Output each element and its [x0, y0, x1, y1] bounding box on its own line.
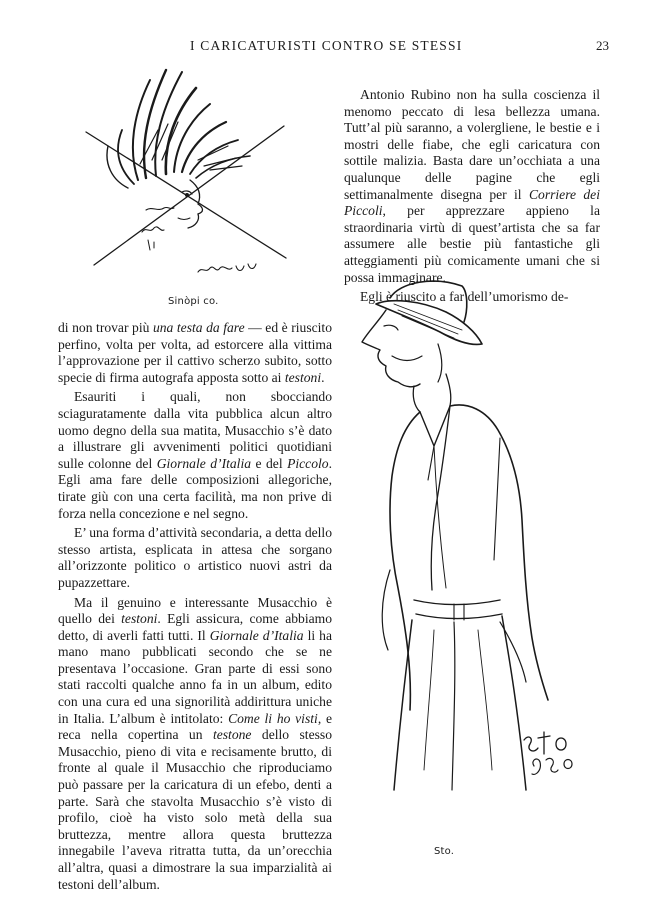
left-paragraph-1: di non trovar più una testa da fare — ed è riuscito perfino, volta per volta, ad estorcere alla vittima l’approvazione per il cattivo scherzo subito, sotto specie di firma autografa apposta sotto ai testoni. — [58, 320, 333, 385]
sinopico-caption: Sinòpi co. — [168, 296, 219, 307]
left-paragraph-3: E’ una forma d’attività secondaria, a detta dello stesso artista, esplicata in attesa che sorgano all’orizzonte politico o artistico nuovi astri da pupazzettare. — [58, 525, 332, 590]
left-paragraph-4: Ma il genuino e interessante Musacchio è quello dei testoni. Egli assicura, come abbiamo detto, di averli fatti tutti. Il Giornale d’Italia li ha mano mano pubblicati secondo che se ne presentava l’occasione. Gran parte di essi sono stati raccolti qualche anno fa in un album, edito con una cura ed una signorilità addirittura uniche in Italia. L’album è intitolato: Come li ho visti, e reca nella copertina un testone dello stesso Musacchio, pieno di vita e recisamente brutto, di fronte al quale il Musacchio che riproduciamo può passare per la caricatura di un efebo, denti a parte. Sarà che stavolta Musacchio s’è visto di profilo, cioè ha visto solo metà della sua bruttezza, mentre allora questa bruttezza innegabile l’aveva ritratta tutta, da un’orecchia all’altra, quasi a dimostrare la sua imparzialità ai testoni dell’album. — [58, 594, 332, 892]
right-paragraph-2: Egli è riuscito a far dell’umorismo de- — [360, 289, 569, 305]
left-column — [58, 320, 332, 896]
left-paragraph-2: Esauriti i quali, non sbocciando sciaguratamente dalla vita pubblica alcun altro uomo degno della sua matita, Musacchio s’è dato a illustrare gli avvenimenti politici quotidiani sulle colonne del Giornale d’Italia e del Piccolo. Egli ama fare delle composizioni allegoriche, tirate giù con una certa facilità, ma non prive di forza nella concezione e nel segno. — [58, 389, 332, 521]
right-paragraph-1: Antonio Rubino non ha sulla coscienza il menomo peccato di lesa bellezza umana. Tutt’al più saranno, a volergliene, le bestie e i mostri delle fiabe, che egli caricatura con sottile malizia. Basta dare un’occhiata a una qualunque delle pagine che egli settimanalmente disegna per il Corriere dei Piccoli, per apprezzare appieno la straordinaria virtù di quest’artista che sa far assumere alle bestie più fantastiche gli atteggiamenti più comicamente umani che si possa immaginare. — [344, 87, 600, 285]
page-number: 23 — [596, 38, 609, 53]
sto-caption: Sto. — [434, 846, 455, 857]
sinopico-caricature — [78, 60, 298, 290]
sinopico-drawing — [78, 60, 298, 290]
sto-caricature — [350, 270, 600, 830]
sto-drawing — [350, 270, 600, 830]
running-title: I CARICATURISTI CONTRO SE STESSI — [190, 38, 463, 53]
